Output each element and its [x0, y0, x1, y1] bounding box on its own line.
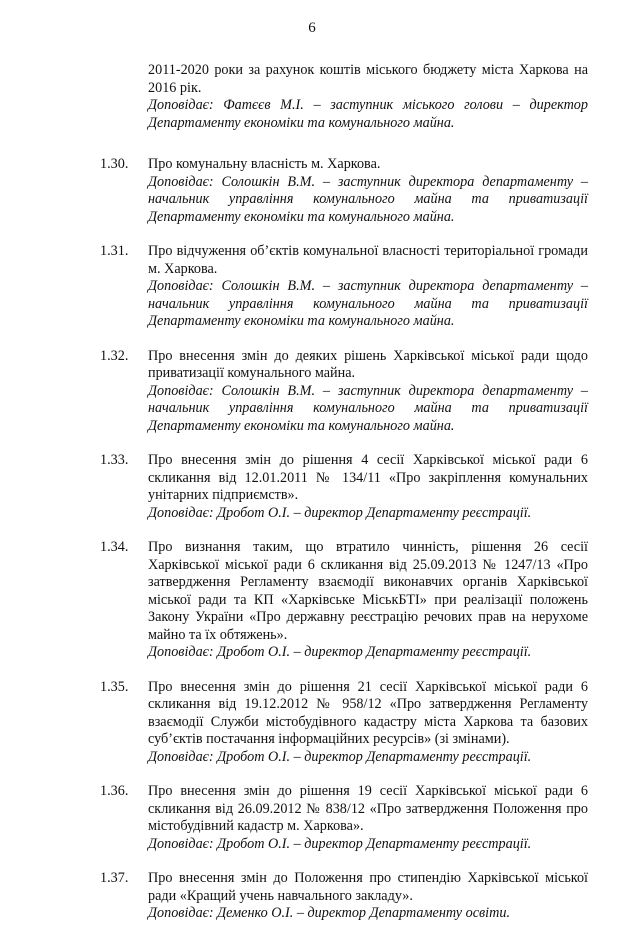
agenda-item-title: 2011-2020 роки за рахунок коштів міського бюджету міста Харкова на 2016 рік. [148, 62, 588, 96]
agenda-item-continuation [100, 62, 588, 132]
agenda-item-title: Про комунальну власність м. Харкова. [148, 156, 381, 172]
agenda-item-speaker: Доповідає: Солошкін В.М. – заступник директора департаменту – начальник управління комунального майна та приватизації Департаменту економіки та комунального майна. [148, 382, 588, 434]
agenda-item [100, 156, 588, 226]
agenda-item [100, 679, 588, 767]
agenda-item [100, 783, 588, 853]
agenda-items [100, 156, 588, 923]
agenda-item-title: Про внесення змін до рішення 19 сесії Харківської міської ради 6 скликання від 26.09.2012 № 838/12 «Про затвердження Положення про містобудівний кадастр м. Харкова». [148, 783, 588, 834]
agenda-item-number: 1.31. [100, 243, 129, 259]
agenda-item [100, 348, 588, 436]
agenda-item-title: Про внесення змін до рішення 4 сесії Харківської міської ради 6 скликання від 12.01.2011 № 134/11 «Про закріплення комунальних унітарних підприємств». [148, 452, 588, 503]
agenda-item-number: 1.32. [100, 347, 129, 364]
agenda-item [100, 870, 588, 923]
agenda-list [100, 62, 588, 940]
agenda-item [100, 243, 588, 331]
agenda-item-speaker: Доповідає: Дробот О.І. – директор Департаменту реєстрації. [148, 504, 532, 521]
page-number: 6 [308, 20, 316, 36]
agenda-item-speaker: Доповідає: Солошкін В.М. – заступник директора департаменту – начальник управління комунального майна та приватизації Департаменту економіки та комунального майна. [148, 278, 588, 329]
agenda-item-speaker: Доповідає: Дробот О.І. – директор Департаменту реєстрації. [148, 644, 532, 660]
agenda-item-speaker: Доповідає: Фатєєв М.І. – заступник міського голови – директор Департаменту економіки та комунального майна. [148, 97, 588, 131]
agenda-item-title: Про внесення змін до рішення 21 сесії Харківської міської ради 6 скликання від 19.12.2012 № 958/12 «Про затвердження Регламенту взаємодії Служби містобудівного кадастру міста Харкова та базових суб’єктів постачання інформаційних ресурсів» (зі змінами). [148, 678, 588, 747]
agenda-item [100, 539, 588, 662]
agenda-item-number: 1.36. [100, 783, 129, 799]
agenda-item-speaker: Доповідає: Дробот О.І. – директор Департаменту реєстрації. [148, 835, 532, 852]
agenda-item-number: 1.30. [100, 156, 129, 172]
agenda-item-title: Про внесення змін до Положення про стипендію Харківської міської ради «Кращий учень навчального закладу». [148, 870, 588, 904]
agenda-item-speaker: Доповідає: Деменко О.І. – директор Департаменту освіти. [148, 905, 511, 921]
agenda-item-title: Про внесення змін до деяких рішень Харківської міської ради щодо приватизації комунального майна. [148, 347, 588, 381]
agenda-item-number: 1.35. [100, 678, 129, 695]
agenda-item [100, 452, 588, 522]
agenda-item-number: 1.33. [100, 452, 129, 468]
agenda-item-title: Про визнання таким, що втратило чинність, рішення 26 сесії Харківської міської ради 6 скликання від 25.09.2013 № 1247/13 «Про затвердження Регламенту взаємодії виконавчих органів Харківської міської ради та КП «Харківське МіськБТІ» при реалізації положень Закону України «Про державну реєстрацію речових прав на нерухоме майно та їх обтяжень». [148, 539, 588, 643]
agenda-item-number: 1.37. [100, 870, 129, 886]
agenda-item-title: Про відчуження об’єктів комунальної власності територіальної громади м. Харкова. [148, 243, 588, 277]
agenda-item-number: 1.34. [100, 539, 129, 555]
agenda-item-speaker: Доповідає: Солошкін В.М. – заступник директора департаменту – начальник управління комунального майна та приватизації Департаменту економіки та комунального майна. [148, 173, 588, 225]
agenda-item-speaker: Доповідає: Дробот О.І. – директор Департаменту реєстрації. [148, 748, 532, 765]
